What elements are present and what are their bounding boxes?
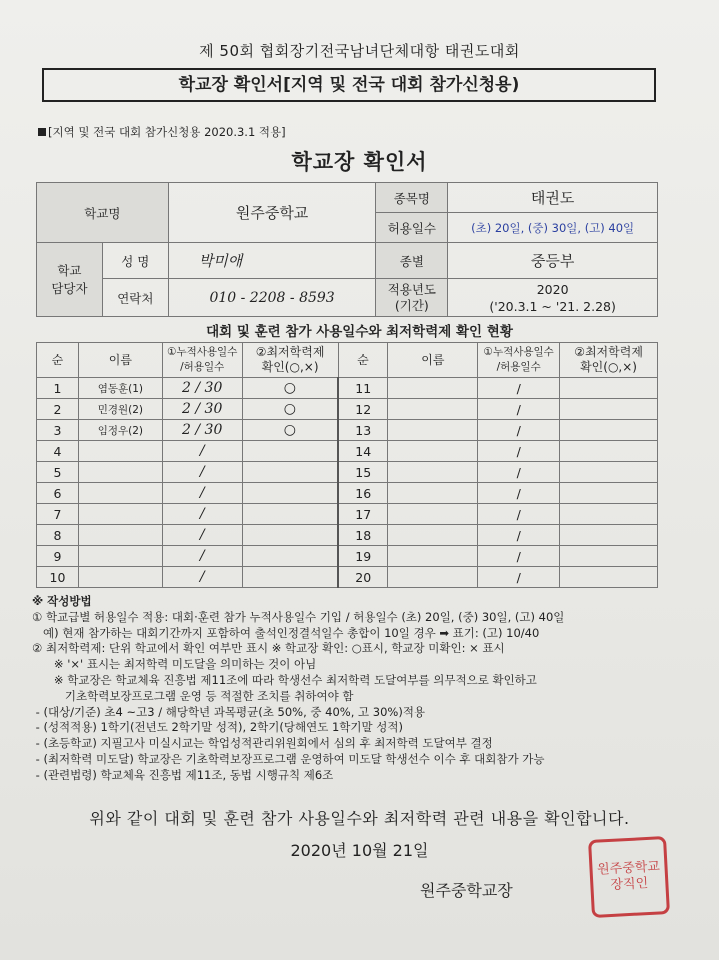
row-name-2 — [388, 420, 478, 441]
row-name: 염동훈(1) — [78, 378, 162, 399]
header-name: 이름 — [78, 343, 162, 378]
row-no: 2 — [37, 399, 79, 420]
row-confirm-2 — [560, 420, 658, 441]
row-no: 5 — [37, 462, 79, 483]
row-name: 민경원(2) — [78, 399, 162, 420]
category-label: 종별 — [376, 243, 448, 279]
header-no: 순 — [37, 343, 79, 378]
row-days: / — [162, 504, 242, 525]
row-days-2: / — [478, 567, 560, 588]
row-confirm — [242, 525, 338, 546]
row-name-2 — [388, 378, 478, 399]
official-seal — [588, 836, 670, 918]
row-confirm-2 — [560, 399, 658, 420]
row-confirm — [242, 546, 338, 567]
table-row — [37, 483, 658, 504]
school-name-value: 원주중학교 — [168, 183, 376, 243]
row-days-2: / — [478, 483, 560, 504]
row-no: 9 — [37, 546, 79, 567]
row-days-2: / — [478, 399, 560, 420]
row-no-2: 20 — [338, 567, 388, 588]
row-days: / — [162, 525, 242, 546]
table-row — [37, 399, 658, 420]
instruction-line: - (성적적용) 1학기(전년도 2학기말 성적), 2학기(당해연도 1학기말 성적) — [32, 720, 403, 735]
school-name-label: 학교명 — [37, 183, 169, 243]
row-name-2 — [388, 567, 478, 588]
year-cell — [448, 279, 658, 317]
row-confirm — [242, 441, 338, 462]
roster-body — [37, 378, 658, 588]
form-note-text: [지역 및 전국 대회 참가신청용 2020.3.1 적용] — [48, 125, 286, 139]
event-value: 태권도 — [448, 183, 658, 213]
header-confirm: ②최저학력제 확인(○,×) — [242, 343, 338, 378]
row-confirm-2 — [560, 378, 658, 399]
row-no: 1 — [37, 378, 79, 399]
row-confirm-2 — [560, 546, 658, 567]
roster-title: 대회 및 훈련 참가 사용일수와 최저학력제 확인 현황 — [206, 324, 513, 340]
issue-date: 2020년 10월 21일 — [290, 841, 429, 860]
row-no: 3 — [37, 420, 79, 441]
row-confirm — [242, 483, 338, 504]
roster-table — [36, 342, 658, 588]
row-no: 4 — [37, 441, 79, 462]
confirmation-statement: 위와 같이 대회 및 훈련 참가 사용일수와 최저학력 관련 내용을 확인합니다. — [89, 809, 630, 828]
allowed-days-value: (초) 20일, (중) 30일, (고) 40일 — [448, 213, 658, 243]
row-name-2 — [388, 462, 478, 483]
table-row — [37, 420, 658, 441]
instruction-line: - (대상/기준) 초4 ~고3 / 해당학년 과목평균(초 50%, 중 40%, 고 30%)적용 — [32, 704, 426, 719]
row-no-2: 16 — [338, 483, 388, 504]
row-days-2: / — [478, 546, 560, 567]
row-confirm: ○ — [242, 399, 338, 420]
row-name-2 — [388, 504, 478, 525]
event-label: 종목명 — [376, 183, 448, 213]
row-no: 6 — [37, 483, 79, 504]
row-days: 2 / 30 — [162, 378, 242, 399]
header-name-2: 이름 — [388, 343, 478, 378]
row-confirm — [242, 504, 338, 525]
table-row — [37, 546, 658, 567]
principal-signature: 원주중학교장 — [420, 881, 513, 900]
row-confirm — [242, 567, 338, 588]
row-name — [78, 462, 162, 483]
row-name — [78, 483, 162, 504]
row-confirm-2 — [560, 525, 658, 546]
instruction-line: - (최저학력 미도달) 학교장은 기초학력보장프로그램 운영하여 미도달 학생선수 이수 후 대회참가 가능 — [32, 751, 545, 766]
row-name — [78, 546, 162, 567]
row-name-2 — [388, 483, 478, 504]
header-no-2: 순 — [338, 343, 388, 378]
table-row — [37, 525, 658, 546]
square-bullet-icon — [38, 128, 46, 136]
period-value: ('20.3.1 ~ '21. 2.28) — [489, 298, 616, 314]
row-confirm-2 — [560, 567, 658, 588]
instruction-line: ※ 학교장은 학교체육 진흥법 제11조에 따라 학생선수 최저학력 도달여부를 의무적으로 확인하고 — [32, 672, 537, 687]
instruction-line: ※ 작성방법 — [32, 594, 92, 608]
row-no-2: 14 — [338, 441, 388, 462]
table-row — [37, 462, 658, 483]
row-confirm-2 — [560, 462, 658, 483]
header-days-2: ①누적사용일수 /허용일수 — [478, 343, 560, 378]
row-days-2: / — [478, 420, 560, 441]
row-name-2 — [388, 546, 478, 567]
table-row — [37, 504, 658, 525]
category-value: 중등부 — [448, 243, 658, 279]
header-confirm-2: ②최저학력제 확인(○,×) — [560, 343, 658, 378]
row-days-2: / — [478, 462, 560, 483]
row-confirm-2 — [560, 483, 658, 504]
name-value: 박미애 — [168, 243, 376, 279]
instruction-line: - (초등학교) 지필고사 미실시교는 학업성적관리위원회에서 심의 후 최저학력 도달여부 결정 — [32, 736, 493, 751]
row-name — [78, 525, 162, 546]
form-title: 학교장 확인서[지역 및 전국 대회 참가신청용) — [42, 68, 656, 102]
instruction-line: 기초학력보장프로그램 운영 등 적절한 조치를 취하여야 함 — [32, 688, 354, 703]
row-no: 10 — [37, 567, 79, 588]
row-days-2: / — [478, 441, 560, 462]
header-days: ①누적사용일수 /허용일수 — [162, 343, 242, 378]
form-note — [38, 124, 286, 140]
row-no: 7 — [37, 504, 79, 525]
row-days: / — [162, 546, 242, 567]
row-days: / — [162, 462, 242, 483]
school-info-table — [36, 182, 658, 317]
row-name-2 — [388, 399, 478, 420]
row-no-2: 11 — [338, 378, 388, 399]
instruction-line: - (관련법령) 학교체육 진흥법 제11조, 동법 시행규칙 제6조 — [32, 767, 334, 782]
row-days-2: / — [478, 525, 560, 546]
row-confirm: ○ — [242, 378, 338, 399]
row-no-2: 15 — [338, 462, 388, 483]
row-confirm-2 — [560, 504, 658, 525]
seal-text: 원주중학교장직인 — [596, 859, 661, 893]
row-name — [78, 504, 162, 525]
phone-value: 010 - 2208 - 8593 — [168, 279, 376, 317]
row-days: 2 / 30 — [162, 399, 242, 420]
writing-instructions — [32, 594, 672, 784]
row-no: 8 — [37, 525, 79, 546]
row-no-2: 12 — [338, 399, 388, 420]
row-name-2 — [388, 441, 478, 462]
row-confirm-2 — [560, 441, 658, 462]
table-row — [37, 441, 658, 462]
row-days: / — [162, 441, 242, 462]
allowed-days-label: 허용일수 — [376, 213, 448, 243]
row-days: / — [162, 483, 242, 504]
row-no-2: 13 — [338, 420, 388, 441]
phone-label: 연락처 — [102, 279, 168, 317]
row-name — [78, 567, 162, 588]
table-row — [37, 378, 658, 399]
row-name-2 — [388, 525, 478, 546]
row-days: / — [162, 567, 242, 588]
table-row — [37, 567, 658, 588]
instruction-line: ① 학교급별 허용일수 적용: 대회·훈련 참가 누적사용일수 기입 / 허용일수 (초) 20일, (중) 30일, (고) 40일 — [32, 609, 565, 624]
row-name: 임정우(2) — [78, 420, 162, 441]
contact-person-label: 학교 담당자 — [37, 243, 103, 317]
name-label: 성 명 — [102, 243, 168, 279]
event-title: 제 50회 협회장기전국남녀단체대항 태권도대회 — [199, 42, 520, 60]
instruction-line: 예) 현재 참가하는 대회기간까지 포함하여 출석인정결석일수 총합이 10일 경우 ➡ 표기: (고) 10/40 — [32, 625, 540, 640]
row-confirm — [242, 462, 338, 483]
row-no-2: 18 — [338, 525, 388, 546]
instruction-line: ※ '×' 표시는 최저학력 미도달을 의미하는 것이 아님 — [32, 657, 317, 672]
instruction-line: ② 최저학력제: 단위 학교에서 확인 여부만 표시 ※ 학교장 확인: ○표시, 학교장 미확인: × 표시 — [32, 641, 505, 656]
row-days: 2 / 30 — [162, 420, 242, 441]
year-value: 2020 — [536, 281, 569, 297]
row-name — [78, 441, 162, 462]
row-no-2: 19 — [338, 546, 388, 567]
row-days-2: / — [478, 378, 560, 399]
year-label: 적용년도 (기간) — [376, 279, 448, 317]
row-confirm: ○ — [242, 420, 338, 441]
row-days-2: / — [478, 504, 560, 525]
doc-title: 학교장 확인서 — [291, 150, 428, 174]
row-no-2: 17 — [338, 504, 388, 525]
